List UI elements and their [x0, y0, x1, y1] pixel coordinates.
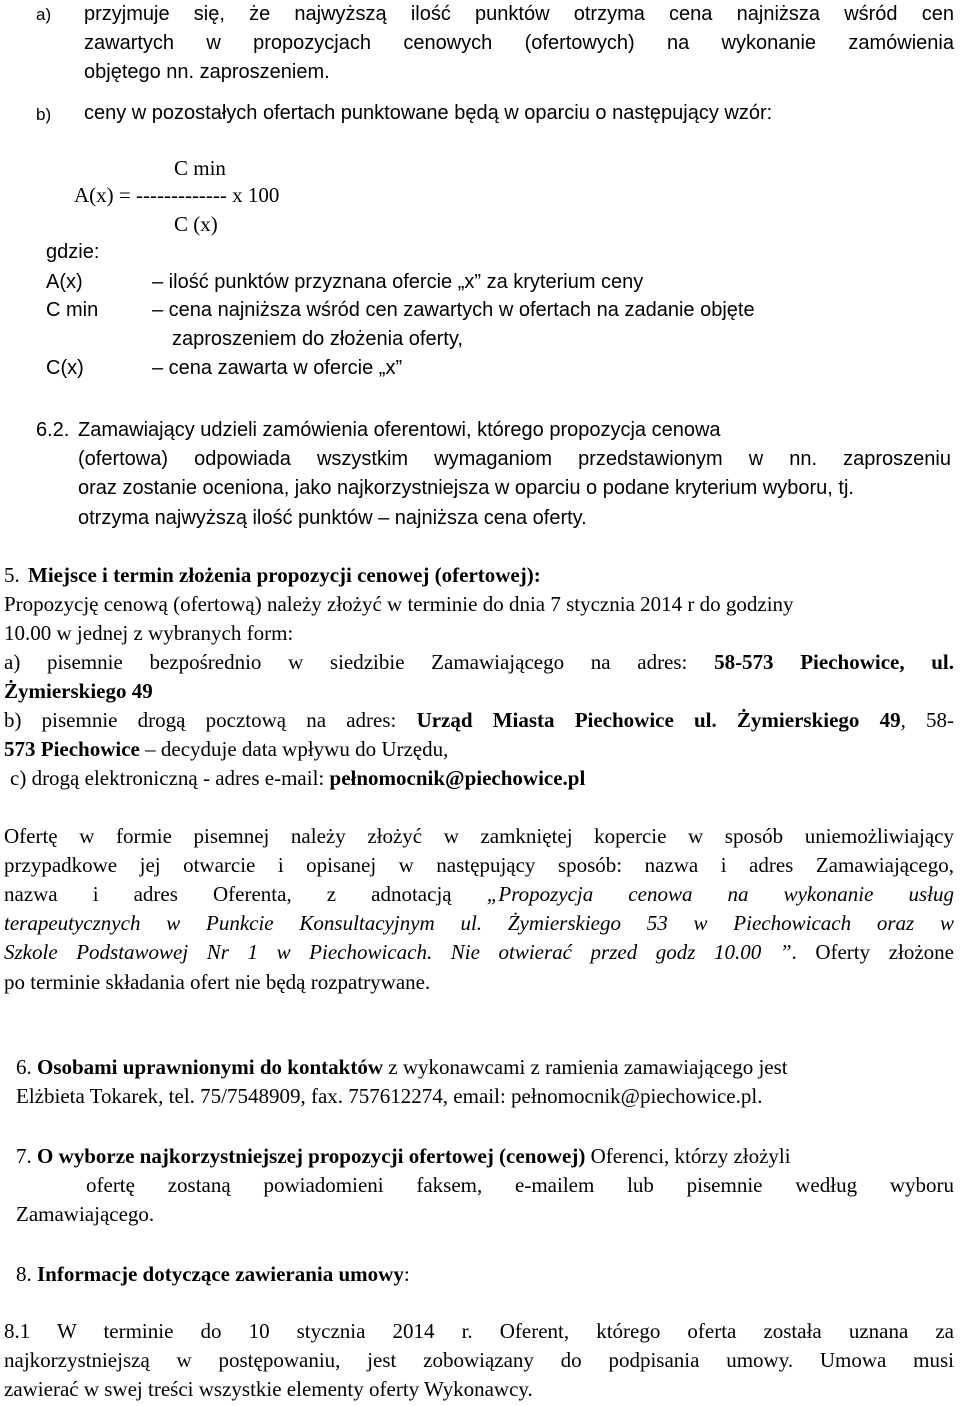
- option-c-text: c) drogą elektroniczną - adres e-mail:: [10, 766, 325, 790]
- option-b-tail: , 58-: [900, 708, 954, 732]
- section-7-text: Oferenci, którzy złożyli: [585, 1144, 791, 1168]
- section-7-line: ofertę zostaną powiadomieni faksem, e-mailem lub pisemnie według wyboru: [86, 1173, 954, 1197]
- option-a-address-2: Żymierskiego 49: [4, 679, 153, 703]
- section-8-line: [16, 1262, 410, 1286]
- section-5-para2-line: Ofertę w formie pisemnej należy złożyć w zamkniętej kopercie w sposób uniemożliwiający: [4, 824, 954, 848]
- option-b-city: 573 Piechowice: [4, 737, 140, 761]
- def-term: A(x): [46, 271, 83, 293]
- section-8-colon: :: [403, 1262, 410, 1286]
- section-5-para2-line: po terminie składania ofert nie będą rozpatrywane.: [4, 970, 431, 994]
- list-a-line3: objętego nn. zaproszeniem.: [84, 61, 330, 83]
- list-a-line2: zawartych w propozycjach cenowych (ofertowych) na wykonanie zamówienia: [84, 32, 954, 54]
- para2-text-tail: . Oferty złożone: [791, 940, 954, 964]
- section-7-line: Zamawiającego.: [16, 1202, 155, 1226]
- para2-annotation-line: terapeutycznych w Punkcie Konsultacyjnym ul. Żymierskiego 53 w Piechowicach oraz w: [4, 911, 954, 935]
- formula-numerator: C min: [174, 156, 226, 180]
- section-5-para2-line: [4, 940, 954, 964]
- def-desc: zaproszeniem do złożenia oferty,: [172, 328, 463, 350]
- section-7-heading: O wyborze najkorzystniejszej propozycji ofertowej (cenowej): [37, 1144, 586, 1168]
- list-marker-b: b): [36, 105, 52, 124]
- list-marker-a: a): [36, 5, 52, 24]
- para2-text: nazwa i adres Oferenta, z adnotacją: [4, 882, 452, 906]
- def-desc: – cena zawarta w ofercie „x”: [152, 357, 403, 379]
- section-5-para2-line: [4, 882, 954, 906]
- option-b-text: b) pisemnie drogą pocztową na adres:: [4, 708, 397, 732]
- option-a-line: [4, 650, 954, 674]
- section-8-1-line: zawierać w swej treści wszystkie elementy oferty Wykonawcy.: [4, 1377, 533, 1401]
- section-6-text: z wykonawcami z ramienia zamawiającego jest: [383, 1055, 788, 1079]
- formula-where: gdzie:: [46, 241, 100, 263]
- list-a-line1: przyjmuje się, że najwyższą ilość punktów otrzyma cena najniższa wśród cen: [84, 3, 954, 25]
- section-5-para2-line: przypadkowe jej otwarcie i opisanej w następujący sposób: nazwa i adres Zamawiającego,: [4, 853, 954, 877]
- def-term: C(x): [46, 357, 84, 379]
- section-6-2-line: oraz zostanie oceniona, jako najkorzystniejsza w oparciu o podane kryterium wyboru, tj.: [78, 477, 854, 499]
- section-8-heading: Informacje dotyczące zawierania umowy: [37, 1262, 404, 1286]
- def-desc: – cena najniższa wśród cen zawartych w ofertach na zadanie objęte: [152, 299, 755, 321]
- formula-denominator: C (x): [174, 212, 218, 236]
- section-8-1-line: 8.1 W terminie do 10 stycznia 2014 r. Oferent, którego oferta została uznana za: [4, 1319, 954, 1343]
- section-6-2-line: otrzyma najwyższą ilość punktów – najniższa cena oferty.: [78, 507, 587, 529]
- section-5-heading: Miejsce i termin złożenia propozycji cenowej (ofertowej):: [28, 563, 541, 587]
- section-5-line: 10.00 w jednej z wybranych form:: [4, 621, 294, 645]
- section-5-line: Propozycję cenową (ofertową) należy złożyć w terminie do dnia 7 stycznia 2014 r do godziny: [4, 592, 794, 616]
- option-c-email: pełnomocnik@piechowice.pl: [329, 766, 586, 790]
- section-7-line: [16, 1144, 791, 1168]
- section-6-heading: Osobami uprawnionymi do kontaktów: [37, 1055, 383, 1079]
- para2-annotation-end: Szkole Podstawowej Nr 1 w Piechowicach. Nie otwierać przed godz 10.00 ”: [4, 940, 792, 964]
- section-7-number: 7.: [16, 1144, 32, 1168]
- para2-annotation: „Propozycja cenowa na wykonanie usług: [486, 882, 954, 906]
- section-5-number: 5.: [4, 563, 20, 587]
- formula-lhs: A(x) = ------------- x 100: [74, 183, 280, 207]
- section-6-line: [16, 1055, 788, 1079]
- section-6-line: Elżbieta Tokarek, tel. 75/7548909, fax. 757612274, email: pełnomocnik@piechowice.pl.: [16, 1084, 763, 1108]
- option-a-text: a) pisemnie bezpośrednio w siedzibie Zamawiającego na adres:: [4, 650, 688, 674]
- section-6-number: 6.: [16, 1055, 32, 1079]
- section-6-2-number: 6.2.: [36, 419, 70, 441]
- option-c-line: [10, 766, 585, 790]
- section-6-2-line: (ofertowa) odpowiada wszystkim wymaganiom przedstawionym w nn. zaproszeniu: [78, 448, 951, 470]
- option-b-note: – decyduje data wpływu do Urzędu,: [139, 737, 449, 761]
- section-6-2-line: Zamawiający udzieli zamówienia oferentowi, którego propozycja cenowa: [78, 419, 721, 441]
- section-8-number: 8.: [16, 1262, 32, 1286]
- option-b-line: [4, 708, 954, 732]
- option-b-line-2: [4, 737, 448, 761]
- section-8-1-line: najkorzystniejszą w postępowaniu, jest zobowiązany do podpisania umowy. Umowa musi: [4, 1348, 954, 1372]
- option-a-address: 58-573 Piechowice, ul.: [714, 650, 955, 674]
- option-b-address: Urząd Miasta Piechowice ul. Żymierskiego 49: [416, 708, 901, 732]
- list-b-line1: ceny w pozostałych ofertach punktowane będą w oparciu o następujący wzór:: [84, 102, 773, 124]
- def-term: C min: [46, 299, 99, 321]
- def-desc: – ilość punktów przyznana ofercie „x” za kryterium ceny: [152, 271, 644, 293]
